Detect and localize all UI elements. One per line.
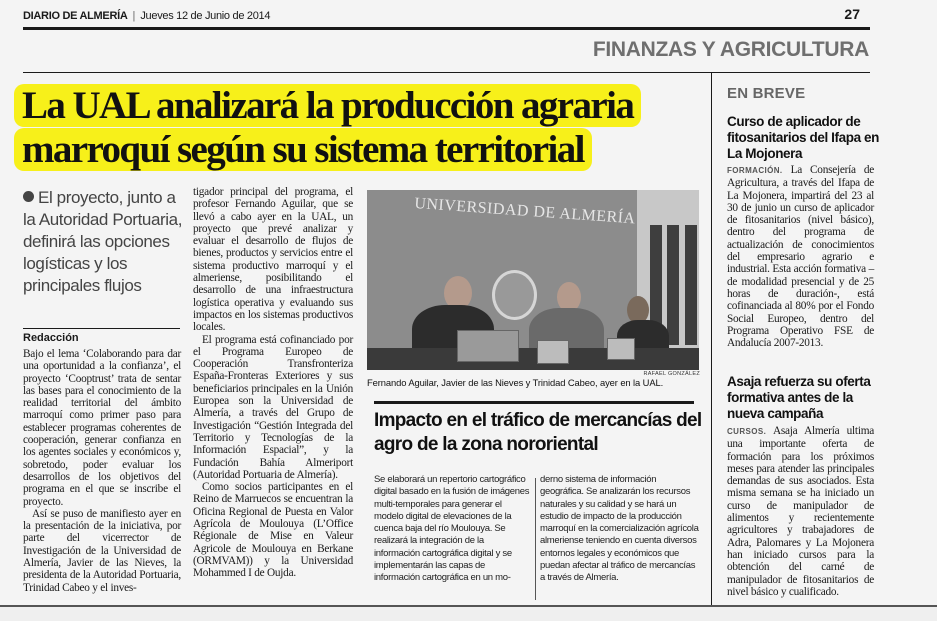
page-number: 27 (844, 6, 860, 22)
university-emblem-icon (492, 270, 537, 320)
sub-article-divider (535, 478, 536, 600)
paragraph: tigador principal del programa, el profesor Fernando Aguilar, que se llevó a cabo ayer en la UAL, un proyecto que prevé analizar y evaluar el desarrollo de flujos de bienes, productos y servicios entre el sistema productivo marroquí y el almeriense, posibilitando el desarrollo de una infraestructura logística operativa y evaluando sus impactos en los sistemas productivos locales. (193, 186, 353, 334)
masthead (23, 8, 400, 24)
brief-1-title: Curso de aplicador de fitosanitarios del Ifapa en La Mojonera (727, 114, 879, 161)
brief-2-kicker: CURSOS. (727, 427, 767, 436)
photo-caption: Fernando Aguilar, Javier de las Nieves y Trinidad Cabeo, ayer en la UAL. (367, 377, 664, 388)
article-column-1 (23, 348, 181, 594)
subhead-rule (23, 328, 180, 329)
sub-article-column-1: Se elaborará un repertorio cartográfico digital basado en la fusión de imágenes multi-temporales para generar el modelo digital de elevaciones de la cuenca baja del río Moulouya. Se realizará la integración de la información cartográfica digital y se implementarán las capas de información cartográfica en un mo- (374, 474, 530, 584)
photo-table (367, 348, 699, 370)
column-divider (711, 72, 712, 606)
article-column-2 (193, 186, 353, 580)
paragraph: El programa está cofinanciado por el Programa Europeo de Cooperación Transfronteriza España-Fronteras Exteriores y sus beneficiarios principales en la Unión Europea son la Universidad de Almería, a través del Grupo de Investigación “Gestión Integrada del Territorio y Tecnologías de la Información Espacial”, y la Fundación Bahía Almeriport (Autoridad Portuaria de Almería). (193, 333, 353, 481)
brief-1-kicker: FORMACIÓN. (727, 166, 783, 175)
section-rule (23, 72, 870, 73)
brief-1-body (727, 164, 874, 349)
brief-1-text: La Consejería de Agricultura, a través del Ifapa de La Mojonera, impartirá del 23 al 30 de junio un curso de aplicador de fitosanitarios (nivel básico), dentro del programa de actualización de conocimientos del empresario agrario e industrial. Esta acción formativa –de modalidad presencial y de 25 horas de duración-, está cofinanciada al 80% por el Fondo Social Europeo, dentro del Programa Operativo FSE de Andalucía 2007-2013. (727, 164, 874, 350)
flag-icon (667, 225, 679, 345)
flag-icon (685, 225, 697, 345)
top-rule (23, 27, 870, 30)
brief-2-text: Asaja Almería ultima una importante oferta de formación para los próximos meses para atender las principales demandas de sus asociados. Esta misma semana se ha iniciado un curso de manipulador de alimentos y recientemente agricultores y trabajadores de Adra, Palomares y La Mojonera han iniciado cursos para la obtención del carné de manipulador de fitosanitarios de nivel básico y cualificado. (727, 425, 875, 598)
photo-credit: RAFAEL GONZÁLEZ (643, 371, 700, 377)
brief-2-title: Asaja refuerza su oferta formativa antes de la nueva campaña (727, 374, 871, 421)
paragraph: Así se puso de manifiesto ayer en la presentación de la iniciativa, por parte del vicerrector de Investigación de la Universidad de Almería, Javier de las Nieves, la presidenta de la Autoridad Portuaria, Trinidad Cabeo y el inves- (23, 507, 181, 594)
paragraph: Bajo el lema ‘Colaborando para dar una oportunidad a la confianza’, el proyecto ‘Cooptrust’ trata de sentar las bases para el conocimiento de la realidad territorial del ámbito marroquí como primer paso para establecer programas coherentes de cooperación, generar confianza en los agentes sociales y económicos y, sobretodo, poder evaluar los desarrollos de los objetivos del programa en el que se inscribe el proyecto. (23, 348, 181, 508)
headline-line-1: La UAL analizará la producción agraria (14, 84, 641, 127)
brief-2-body (727, 425, 874, 598)
sub-article-rule (374, 401, 694, 404)
press-photo (367, 190, 699, 370)
sub-article-column-2: derno sistema de información geográfica. Se analizarán los recursos naturales y su calidad y se hará un estudio de impacto de la producción marroquí en la comercialización agrícola almeriense teniendo en cuenta diversos entornos legales y económicos que puedan afectar al tráfico de mercancías a través de Almería. (540, 474, 699, 584)
headline-line-2: marroquí según su sistema territorial (14, 128, 592, 171)
en-breve-label: EN BREVE (727, 85, 806, 102)
laptop-icon (537, 340, 569, 364)
bottom-margin (0, 607, 937, 621)
photo-sign: UNIVERSIDAD DE ALMERÍA (413, 195, 637, 228)
newspaper-name: DIARIO DE ALMERÍA (23, 10, 128, 22)
issue-date: Jueves 12 de Junio de 2014 (140, 10, 271, 22)
laptop-icon (607, 338, 635, 360)
laptop-icon (457, 330, 519, 362)
subhead (23, 187, 183, 297)
masthead-separator: | (132, 10, 136, 22)
sub-article-headline: Impacto en el tráfico de mercancías del agro de la zona nororiental (374, 410, 702, 455)
subhead-text: El proyecto, junto a la Autoridad Portuaria, definirá las opciones logísticas y los principales flujos (23, 188, 183, 295)
main-headline (14, 84, 704, 172)
paragraph: Como socios participantes en el Reino de Marruecos se encuentran la Oficina Regional de Puesta en Valor Agrícola de Moulouya (L’Office Régionale de Mise en Valeur Agricole de Moulouya en Berkane (ORMVAM)) y la Universidad Mohammed I de Oujda. (193, 481, 353, 580)
bullet-icon (23, 191, 34, 202)
byline: Redacción (23, 332, 79, 344)
section-title: FINANZAS Y AGRICULTURA (592, 38, 869, 61)
